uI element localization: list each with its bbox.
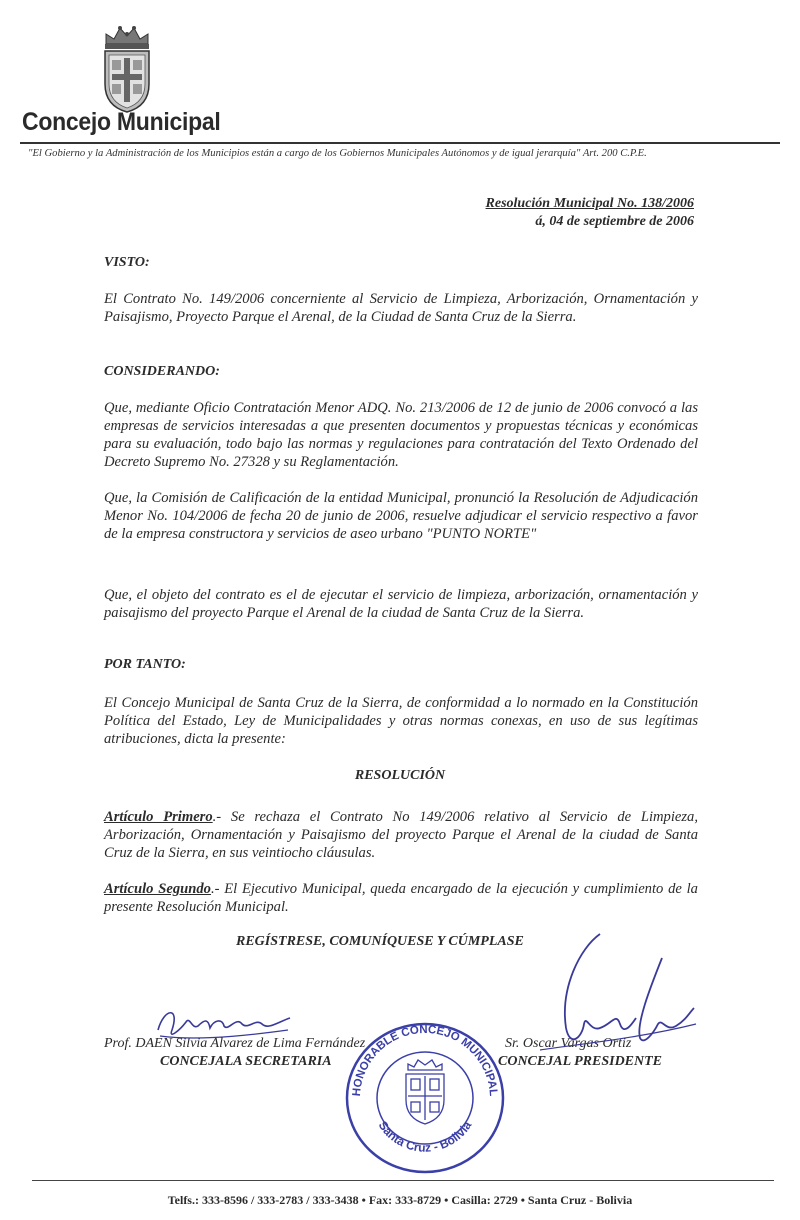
paragraph-visto: El Contrato No. 149/2006 concerniente al Servicio de Limpieza, Arborización, Ornamentación y Paisajismo, Proyecto Parque el Arenal, de la Ciudad de Santa Cruz de la Sierra.: [104, 291, 698, 325]
paragraph-considerando-3: Que, el objeto del contrato es el de ejecutar el servicio de limpieza, arborización, ornamentación y paisajismo del proyecto Parque el Arenal de la ciudad de Santa Cruz de la Sierra.: [104, 587, 698, 621]
stamp-crest-icon: [406, 1060, 444, 1124]
paragraph-por-tanto: El Concejo Municipal de Santa Cruz de la Sierra, de conformidad a lo normado en la Constitución Política del Estado, Ley de Municipalidades y otras normas conexas, en uso de sus legítimas atribuciones, dicta la presente:: [104, 695, 698, 747]
article-one-text: .- Se rechaza el Contrato No 149/2006 relativo al Servicio de Limpieza, Arborización, Ornamentación y Paisajismo del proyecto Parque el Arenal de la ciudad de Santa Cruz de la Sierra, en sus veintiocho cláusulas.: [104, 809, 698, 861]
resolution-title: RESOLUCIÓN: [354, 768, 446, 783]
stamp-top-text: HONORABLE CONCEJO MUNICIPAL: [350, 1023, 500, 1097]
footer-contact: Telfs.: 333-8596 / 333-2783 / 333-3438 • Fax: 333-8729 • Casilla: 2729 • Santa Cruz - Bolivia: [167, 1193, 633, 1207]
heading-considerando: CONSIDERANDO:: [104, 364, 220, 379]
article-two-label: Artículo Segundo: [104, 881, 211, 897]
footer-divider: [32, 1180, 774, 1181]
paragraph-considerando-1: Que, mediante Oficio Contratación Menor ADQ. No. 213/2006 de 12 de junio de 2006 convocó a las empresas de servicios interesadas a que presenten documentos y propuestas técnicas y económicas para su evaluación, todo bajo las normas y regulaciones para contratación del Texto Ordenado del Decreto Supremo No. 27328 y su Reglamentación.: [104, 400, 698, 470]
municipal-crest-icon: [98, 22, 156, 114]
stamp-bottom-text: Santa Cruz - Bolivia: [375, 1118, 475, 1155]
signature-right-icon: [520, 928, 700, 1068]
signer-right-name: Sr. Oscar Vargas Ortiz: [505, 1036, 632, 1051]
resolution-date: á, 04 de septiembre de 2006: [535, 214, 694, 229]
article-one-label: Artículo Primero: [104, 809, 213, 825]
header-divider: [20, 142, 780, 144]
official-stamp: [340, 1018, 510, 1178]
closing-formula: REGÍSTRESE, COMUNÍQUESE Y CÚMPLASE: [236, 934, 524, 949]
header-motto: "El Gobierno y la Administración de los Municipios están a cargo de los Gobiernos Municipales Autónomos y de igual jerarquía" Art. 200 C.P.E.: [28, 148, 647, 159]
heading-visto: VISTO:: [104, 255, 150, 270]
signer-left-name: Prof. DAEN Silvia Alvarez de Lima Fernández: [104, 1036, 366, 1051]
article-two: [104, 880, 698, 916]
paragraph-considerando-2: Que, la Comisión de Calificación de la entidad Municipal, pronunció la Resolución de Adjudicación Menor No. 104/2006 de fecha 20 de junio de 2006, resuelve adjudicar el servicio respectivo a favor de la empresa constructora y servicios de aseo urbano "PUNTO NORTE": [104, 490, 698, 542]
brand-title: Concejo Municipal: [22, 108, 221, 136]
signer-right-title: CONCEJAL PRESIDENTE: [498, 1054, 663, 1069]
signer-left-title: CONCEJALA SECRETARIA: [160, 1054, 332, 1069]
article-one: [104, 808, 698, 862]
heading-por-tanto: POR TANTO:: [104, 657, 186, 672]
article-two-text: .- El Ejecutivo Municipal, queda encargado de la ejecución y cumplimiento de la presente Resolución Municipal.: [104, 881, 698, 915]
resolution-number: Resolución Municipal No. 138/2006: [485, 196, 694, 211]
signature-left-icon: [150, 1000, 300, 1050]
